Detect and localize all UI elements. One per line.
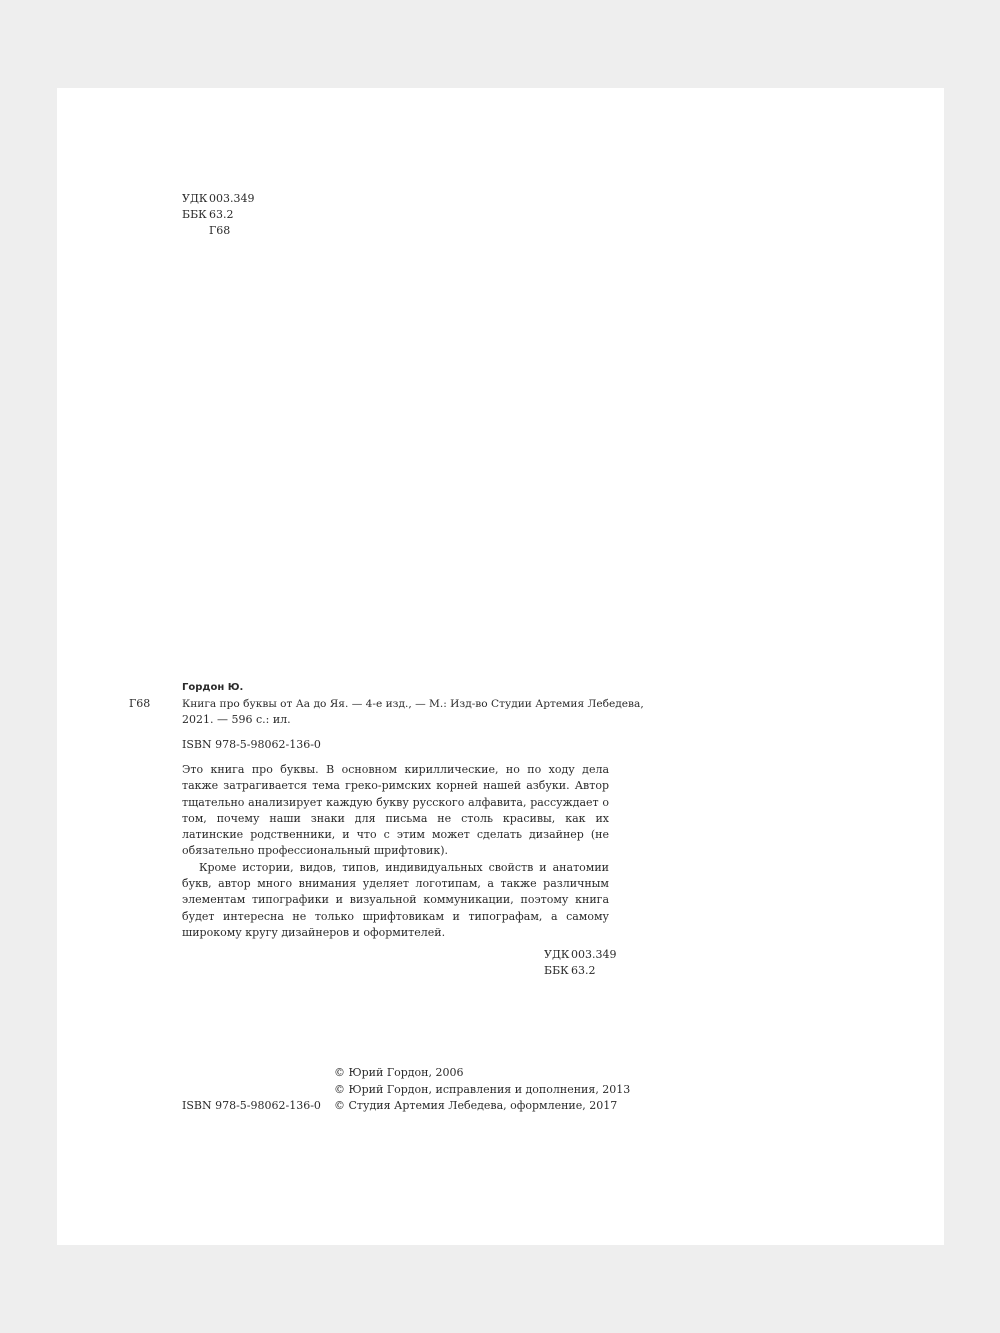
- udk-top: [182, 191, 255, 207]
- copyright-line-1: © Юрий Гордон, 2006: [334, 1066, 464, 1079]
- bbk-label: ББК: [544, 964, 569, 977]
- udk-value: 003.349: [209, 192, 255, 205]
- annotation-paragraph-2: Кроме истории, видов, типов, индивидуальных свойств и анатомии букв, автор много внимания уделяет логотипам, а также различным элементам типографики и визуальной коммуникации, поэтому книга будет интересна не только шрифтовикам и типографам, а самому широкому кругу дизайнеров и оформителей.: [182, 860, 609, 939]
- bbk-value: 63.2: [209, 208, 234, 221]
- isbn-record: ISBN 978-5-98062-136-0: [182, 738, 321, 751]
- copyright-line-2: © Юрий Гордон, исправления и дополнения, 2013: [334, 1083, 631, 1096]
- title-line-2: 2021. — 596 с.: ил.: [182, 713, 291, 726]
- bbk-label: ББК: [182, 208, 207, 221]
- isbn-copyright: ISBN 978-5-98062-136-0: [182, 1099, 321, 1112]
- udk-label: УДК: [182, 192, 208, 205]
- bbk-top: [182, 207, 234, 223]
- udk-value: 003.349: [571, 948, 617, 961]
- udk-label: УДК: [544, 948, 570, 961]
- annotation: [182, 762, 609, 941]
- title-line-1: Книга про буквы от Аа до Яя. — 4-е изд., — М.: Изд-во Студии Артемия Лебедева,: [182, 698, 644, 710]
- bbk-bottom: [544, 963, 596, 979]
- book-page: [57, 88, 944, 1245]
- author-heading: Гордон Ю.: [182, 682, 244, 693]
- annotation-paragraph-1: Это книга про буквы. В основном кириллические, но по ходу дела также затрагивается тема греко-римских корней нашей азбуки. Автор тщательно анализирует каждую букву русского алфавита, рассуждает о том, почему наши знаки для письма не столь красивы, как их латинские родственники, и что с этим может сделать дизайнер (не обязательно профессиональный шрифтовик).: [182, 763, 609, 858]
- bbk-value: 63.2: [571, 964, 596, 977]
- author-mark: Г68: [129, 697, 151, 710]
- udk-bottom: [544, 947, 617, 963]
- copyright-line-3: © Студия Артемия Лебедева, оформление, 2017: [334, 1099, 618, 1112]
- author-mark-top: Г68: [209, 224, 231, 237]
